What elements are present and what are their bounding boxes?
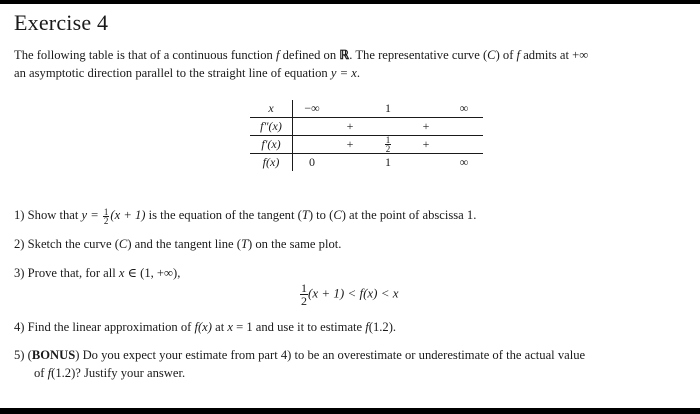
table-header-neg-inf: −∞: [293, 100, 332, 118]
top-border: [0, 0, 700, 4]
question-2: 2) Sketch the curve (C) and the tangent line (T) on the same plot.: [14, 237, 342, 251]
variation-table: [250, 100, 483, 171]
question-4: 4) Find the linear approximation of f(x) at x = 1 and use it to estimate f(1.2).: [14, 320, 397, 334]
bottom-border: [0, 408, 700, 414]
table-cell: +: [331, 136, 369, 154]
table-cell: +: [407, 118, 445, 136]
table-row: [250, 118, 483, 136]
table-header-inf: ∞: [445, 100, 483, 118]
table-label-f-second: f″(x): [250, 118, 293, 136]
table-label-f-prime: f′(x): [250, 136, 293, 154]
question-5: 5) (BONUS) Do you expect your estimate from part 4) to be an overestimate or underestimate of the actual value of f(1.2)? Justify your answer.: [14, 348, 586, 380]
question-1: 1) Show that y = $\frac{1}{2}$ (x + 1) is the equation of the tangent (T) to (C) at the point of abscissa 1.: [14, 206, 477, 226]
question-3: 3) Prove that, for all x ∈ (1, +∞),: [14, 266, 181, 280]
table-cell: 1: [385, 155, 391, 169]
table-header-one: 1: [369, 100, 407, 118]
table-cell-half: $\frac{1}{2}$: [369, 136, 407, 154]
table-label-x: x: [250, 100, 293, 118]
table-cell: +: [407, 136, 445, 154]
exercise-title: Exercise 4: [14, 10, 109, 35]
table-row: [250, 136, 483, 154]
inequality: $\frac{1}{2}$ (x + 1) < f(x) < x: [301, 281, 399, 308]
table-cell: 0: [309, 155, 315, 169]
intro-paragraph: The following table is that of a continuous function f defined on ℝ. The representative curve (C) of f admits at +∞ an asymptotic direction parallel to the straight line of equation y = x.: [14, 48, 589, 80]
table-label-f: f(x): [250, 154, 293, 172]
table-row: [250, 154, 483, 172]
table-header-row: [250, 100, 483, 118]
table-cell: +: [331, 118, 369, 136]
table-cell: ∞: [459, 155, 469, 169]
